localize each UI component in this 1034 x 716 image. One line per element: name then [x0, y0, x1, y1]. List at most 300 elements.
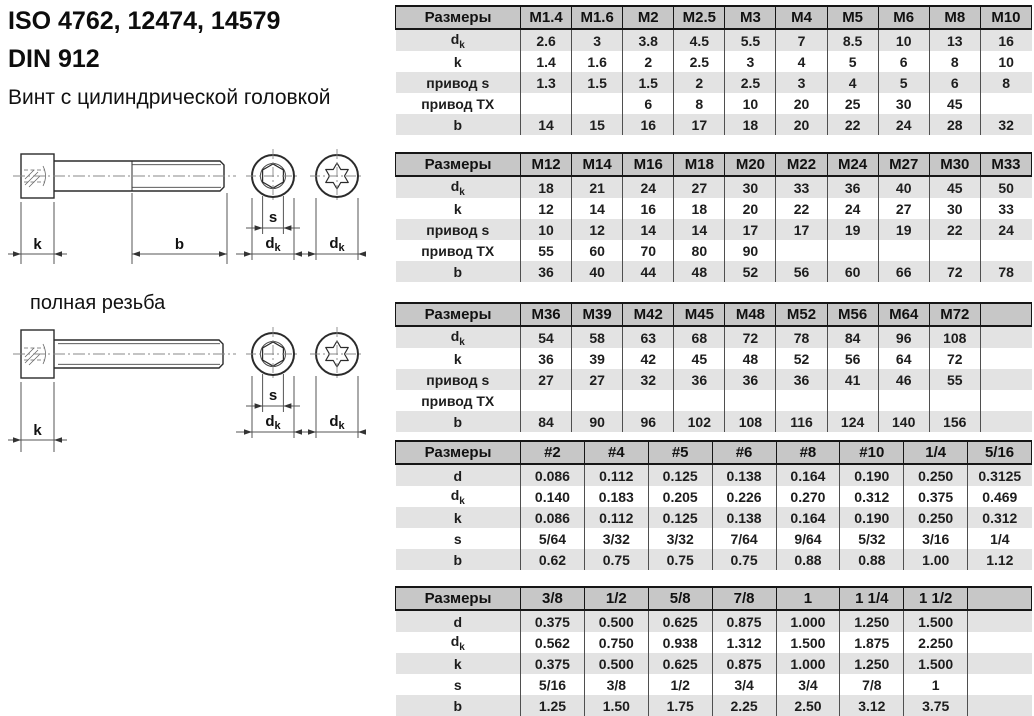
value-cell: 0.875: [712, 610, 776, 632]
table-row: [396, 528, 1032, 549]
table-row: [396, 549, 1032, 570]
value-cell: 4: [827, 72, 878, 93]
value-cell: 78: [776, 326, 827, 348]
value-cell: [776, 240, 827, 261]
value-cell: 0.938: [648, 632, 712, 653]
value-cell: 10: [725, 93, 776, 114]
row-label: [396, 507, 521, 528]
size-header-cell: 1 1/2: [904, 587, 968, 610]
table-row: [396, 632, 1032, 653]
value-cell: 5/64: [521, 528, 585, 549]
value-cell: 3: [725, 51, 776, 72]
table-row: [396, 674, 1032, 695]
value-cell: 1.500: [904, 610, 968, 632]
size-header-cell: 1/2: [584, 587, 648, 610]
value-cell: 0.190: [840, 507, 904, 528]
value-cell: 56: [776, 261, 827, 282]
value-cell: 6: [929, 72, 980, 93]
value-cell: 45: [929, 93, 980, 114]
value-cell: 68: [674, 326, 725, 348]
table-row: [396, 261, 1032, 282]
row-label: [396, 176, 521, 198]
value-cell: 1.250: [840, 653, 904, 674]
value-cell: 21: [572, 176, 623, 198]
row-label: [396, 411, 521, 432]
row-label: [396, 261, 521, 282]
value-cell: [572, 390, 623, 411]
value-cell: 64: [878, 348, 929, 369]
value-cell: 3/32: [584, 528, 648, 549]
value-cell: 54: [521, 326, 572, 348]
row-label-text: d: [453, 467, 463, 484]
row-label: [396, 549, 521, 570]
value-cell: 27: [878, 198, 929, 219]
value-cell: [929, 390, 980, 411]
value-cell: 42: [623, 348, 674, 369]
table-row: [396, 219, 1032, 240]
value-cell: 52: [725, 261, 776, 282]
subtitle: Винт с цилиндрической головкой: [8, 86, 331, 109]
value-cell: 0.164: [776, 507, 840, 528]
value-cell: 45: [674, 348, 725, 369]
value-cell: 1.50: [584, 695, 648, 716]
value-cell: 3/4: [712, 674, 776, 695]
table-header-row: [396, 6, 1032, 29]
table-header-row: [396, 587, 1032, 610]
value-cell: 1.12: [968, 549, 1032, 570]
dim-label-k: k: [33, 236, 42, 253]
sizes-header-cell: Размеры: [396, 587, 521, 610]
value-cell: 0.625: [648, 653, 712, 674]
sizes-header-cell: Размеры: [396, 441, 521, 464]
value-cell: 0.183: [584, 486, 648, 507]
value-cell: 3: [776, 72, 827, 93]
value-cell: 33: [776, 176, 827, 198]
dim-label-dk-torx: $d_k$: [329, 413, 345, 432]
value-cell: 50: [980, 176, 1031, 198]
value-cell: 12: [521, 198, 572, 219]
value-cell: 33: [980, 198, 1031, 219]
row-label: [396, 326, 521, 348]
size-header-cell: M1.6: [572, 6, 623, 29]
value-cell: [827, 390, 878, 411]
value-cell: 102: [674, 411, 725, 432]
value-cell: 18: [521, 176, 572, 198]
value-cell: 156: [929, 411, 980, 432]
row-label-text: b: [453, 551, 463, 568]
size-header-cell: 5/8: [648, 587, 712, 610]
size-header-cell: M36: [521, 303, 572, 326]
table-row: [396, 369, 1032, 390]
dim-label-dk-hex: $d_k$: [265, 413, 281, 432]
value-cell: 3/16: [904, 528, 968, 549]
value-cell: 22: [827, 114, 878, 135]
size-header-cell: M14: [572, 153, 623, 176]
dimensions-table-inch-small: [395, 440, 1032, 570]
size-header-cell: M27: [878, 153, 929, 176]
value-cell: 27: [521, 369, 572, 390]
value-cell: 3/4: [776, 674, 840, 695]
value-cell: 0.190: [840, 464, 904, 486]
row-label-subscript: k: [459, 39, 465, 51]
value-cell: 5: [878, 72, 929, 93]
value-cell: 0.112: [584, 507, 648, 528]
torx-end-view: [310, 149, 364, 203]
dimensions-table-metric-small: [395, 5, 1032, 135]
value-cell: 48: [674, 261, 725, 282]
row-label: [396, 219, 521, 240]
value-cell: 14: [674, 219, 725, 240]
value-cell: 0.138: [712, 507, 776, 528]
row-label-text: s: [453, 530, 462, 547]
value-cell: [572, 93, 623, 114]
value-cell: 14: [623, 219, 674, 240]
value-cell: 0.312: [840, 486, 904, 507]
value-cell: 14: [572, 198, 623, 219]
value-cell: 0.88: [840, 549, 904, 570]
row-label-text: привод TX: [421, 242, 495, 259]
value-cell: 6: [623, 93, 674, 114]
value-cell: 0.138: [712, 464, 776, 486]
row-label: [396, 369, 521, 390]
value-cell: 108: [929, 326, 980, 348]
table-row: [396, 695, 1032, 716]
size-header-cell: M5: [827, 6, 878, 29]
value-cell: 16: [980, 29, 1031, 51]
hidden-socket-detail: [24, 166, 46, 187]
value-cell: 0.375: [521, 653, 585, 674]
dim-label-b: b: [174, 236, 185, 253]
dim-label-dk-torx: $d_k$: [329, 235, 345, 254]
value-cell: [725, 390, 776, 411]
value-cell: 0.250: [904, 464, 968, 486]
sizes-header-cell: Размеры: [396, 303, 521, 326]
value-cell: 2.5: [674, 51, 725, 72]
value-cell: 0.086: [521, 464, 585, 486]
sizes-header-cell: Размеры: [396, 6, 521, 29]
row-label-text: привод TX: [421, 95, 495, 112]
value-cell: [878, 390, 929, 411]
size-header-cell: M72: [929, 303, 980, 326]
row-label: [396, 486, 521, 507]
dimensions-table-inch-large: [395, 586, 1032, 716]
value-cell: 2.5: [725, 72, 776, 93]
value-cell: 4.5: [674, 29, 725, 51]
value-cell: 8: [929, 51, 980, 72]
value-cell: [980, 411, 1031, 432]
value-cell: 1.5: [623, 72, 674, 93]
size-header-cell: 7/8: [712, 587, 776, 610]
size-header-cell: [968, 587, 1032, 610]
value-cell: 52: [776, 348, 827, 369]
screw-drawing-partial-thread: [8, 146, 386, 288]
value-cell: 55: [929, 369, 980, 390]
row-label-subscript: k: [459, 186, 465, 198]
row-label-text: b: [453, 263, 463, 280]
value-cell: 32: [980, 114, 1031, 135]
row-label: [396, 198, 521, 219]
row-label-text: k: [453, 53, 462, 70]
sizes-header-cell: Размеры: [396, 153, 521, 176]
value-cell: 45: [929, 176, 980, 198]
value-cell: 9/64: [776, 528, 840, 549]
value-cell: 36: [521, 348, 572, 369]
table-row: [396, 507, 1032, 528]
table-row: [396, 176, 1032, 198]
value-cell: 3/32: [648, 528, 712, 549]
row-label-text: d: [450, 632, 460, 649]
value-cell: 1.25: [521, 695, 585, 716]
value-cell: 2: [674, 72, 725, 93]
value-cell: 90: [725, 240, 776, 261]
value-cell: 40: [878, 176, 929, 198]
row-label-text: b: [453, 116, 463, 133]
size-header-cell: M42: [623, 303, 674, 326]
size-header-cell: M10: [980, 6, 1031, 29]
value-cell: 3.12: [840, 695, 904, 716]
value-cell: 80: [674, 240, 725, 261]
size-header-cell: 1/4: [904, 441, 968, 464]
value-cell: 20: [776, 114, 827, 135]
value-cell: [968, 695, 1032, 716]
table-row: [396, 51, 1032, 72]
dimension-k: [8, 202, 67, 264]
value-cell: 0.62: [521, 549, 585, 570]
value-cell: 10: [878, 29, 929, 51]
value-cell: [968, 610, 1032, 632]
value-cell: 20: [776, 93, 827, 114]
table-row: [396, 93, 1032, 114]
value-cell: 3/8: [584, 674, 648, 695]
value-cell: 1.250: [840, 610, 904, 632]
dim-label-s: s: [268, 209, 278, 226]
row-label: [396, 29, 521, 51]
value-cell: 140: [878, 411, 929, 432]
dimensions-table-metric-medium: [395, 152, 1032, 282]
hex-socket-end-view: [246, 149, 300, 203]
value-cell: 1.875: [840, 632, 904, 653]
value-cell: 70: [623, 240, 674, 261]
value-cell: 5: [827, 51, 878, 72]
row-label: [396, 464, 521, 486]
value-cell: 96: [878, 326, 929, 348]
value-cell: 1/4: [968, 528, 1032, 549]
value-cell: 0.75: [648, 549, 712, 570]
size-header-cell: M64: [878, 303, 929, 326]
size-header-cell: M33: [980, 153, 1031, 176]
row-label: [396, 240, 521, 261]
value-cell: 12: [572, 219, 623, 240]
value-cell: [980, 326, 1031, 348]
table-row: [396, 198, 1032, 219]
row-label: [396, 51, 521, 72]
size-header-cell: [980, 303, 1031, 326]
dimensions-table-metric-large: [395, 302, 1032, 432]
value-cell: 7/8: [840, 674, 904, 695]
torx-end-view: [310, 327, 364, 381]
value-cell: 0.312: [968, 507, 1032, 528]
row-label-text: привод s: [426, 221, 490, 238]
value-cell: 108: [725, 411, 776, 432]
row-label: [396, 93, 521, 114]
table-row: [396, 411, 1032, 432]
table-row: [396, 464, 1032, 486]
row-label-subscript: k: [459, 495, 465, 507]
value-cell: [878, 240, 929, 261]
row-label: [396, 695, 521, 716]
value-cell: 8: [674, 93, 725, 114]
table-row: [396, 29, 1032, 51]
row-label-text: привод TX: [421, 392, 495, 409]
value-cell: [980, 348, 1031, 369]
size-header-cell: #5: [648, 441, 712, 464]
value-cell: 16: [623, 198, 674, 219]
value-cell: 24: [623, 176, 674, 198]
value-cell: 15: [572, 114, 623, 135]
value-cell: 19: [827, 219, 878, 240]
value-cell: 0.226: [712, 486, 776, 507]
value-cell: [980, 390, 1031, 411]
value-cell: 1/2: [648, 674, 712, 695]
value-cell: 4: [776, 51, 827, 72]
title-din-number: DIN 912: [8, 45, 100, 73]
value-cell: 0.88: [776, 549, 840, 570]
title-iso-numbers: ISO 4762, 12474, 14579: [8, 7, 281, 35]
size-header-cell: M39: [572, 303, 623, 326]
value-cell: 0.75: [584, 549, 648, 570]
value-cell: [980, 93, 1031, 114]
size-header-cell: M8: [929, 6, 980, 29]
value-cell: [776, 390, 827, 411]
value-cell: 18: [674, 198, 725, 219]
row-label-text: d: [450, 327, 460, 344]
row-label-text: k: [453, 655, 462, 672]
value-cell: 5/16: [521, 674, 585, 695]
value-cell: 40: [572, 261, 623, 282]
value-cell: [968, 653, 1032, 674]
table-row: [396, 72, 1032, 93]
dim-label-dk-hex: $d_k$: [265, 235, 281, 254]
table-row: [396, 114, 1032, 135]
value-cell: 1.75: [648, 695, 712, 716]
dim-label-s: s: [268, 387, 278, 404]
size-header-cell: 5/16: [968, 441, 1032, 464]
value-cell: 5/32: [840, 528, 904, 549]
row-label-text: k: [453, 200, 462, 217]
value-cell: 2.250: [904, 632, 968, 653]
row-label-text: k: [453, 350, 462, 367]
table-header-row: [396, 303, 1032, 326]
value-cell: 84: [827, 326, 878, 348]
row-label-text: d: [450, 30, 460, 47]
row-label-text: d: [453, 613, 463, 630]
row-label: [396, 674, 521, 695]
value-cell: 30: [725, 176, 776, 198]
value-cell: 24: [980, 219, 1031, 240]
value-cell: 10: [521, 219, 572, 240]
table-row: [396, 486, 1032, 507]
value-cell: 1.500: [776, 632, 840, 653]
value-cell: 5.5: [725, 29, 776, 51]
value-cell: 0.3125: [968, 464, 1032, 486]
value-cell: [827, 240, 878, 261]
value-cell: 1.4: [521, 51, 572, 72]
row-label-text: b: [453, 697, 463, 714]
value-cell: 41: [827, 369, 878, 390]
value-cell: 39: [572, 348, 623, 369]
table-row: [396, 348, 1032, 369]
value-cell: 63: [623, 326, 674, 348]
value-cell: 58: [572, 326, 623, 348]
value-cell: 1.3: [521, 72, 572, 93]
value-cell: [968, 632, 1032, 653]
value-cell: 66: [878, 261, 929, 282]
value-cell: 36: [674, 369, 725, 390]
value-cell: 17: [674, 114, 725, 135]
value-cell: 6: [878, 51, 929, 72]
value-cell: 7: [776, 29, 827, 51]
row-label: [396, 653, 521, 674]
value-cell: 44: [623, 261, 674, 282]
size-header-cell: M1.4: [521, 6, 572, 29]
table-header-row: [396, 153, 1032, 176]
size-header-cell: M6: [878, 6, 929, 29]
value-cell: 72: [725, 326, 776, 348]
size-header-cell: M2.5: [674, 6, 725, 29]
hidden-socket-detail: [24, 344, 46, 365]
row-label-text: k: [453, 509, 462, 526]
value-cell: 14: [521, 114, 572, 135]
value-cell: 55: [521, 240, 572, 261]
value-cell: 7/64: [712, 528, 776, 549]
value-cell: 27: [572, 369, 623, 390]
value-cell: 1.000: [776, 653, 840, 674]
value-cell: 0.086: [521, 507, 585, 528]
value-cell: 0.125: [648, 464, 712, 486]
size-header-cell: #8: [776, 441, 840, 464]
value-cell: 46: [878, 369, 929, 390]
hex-socket-end-view: [246, 327, 300, 381]
size-header-cell: M48: [725, 303, 776, 326]
size-header-cell: M18: [674, 153, 725, 176]
value-cell: 22: [929, 219, 980, 240]
value-cell: 36: [827, 176, 878, 198]
row-label: [396, 114, 521, 135]
value-cell: 24: [878, 114, 929, 135]
value-cell: 78: [980, 261, 1031, 282]
value-cell: 0.140: [521, 486, 585, 507]
value-cell: 2: [623, 51, 674, 72]
value-cell: 0.469: [968, 486, 1032, 507]
row-label: [396, 528, 521, 549]
value-cell: 0.562: [521, 632, 585, 653]
value-cell: 0.75: [712, 549, 776, 570]
row-label-text: s: [453, 676, 462, 693]
value-cell: 1: [904, 674, 968, 695]
value-cell: 8.5: [827, 29, 878, 51]
dimension-b: [132, 193, 227, 264]
value-cell: [980, 369, 1031, 390]
value-cell: 1.6: [572, 51, 623, 72]
value-cell: 0.750: [584, 632, 648, 653]
size-header-cell: 1: [776, 587, 840, 610]
size-header-cell: #4: [584, 441, 648, 464]
value-cell: 0.125: [648, 507, 712, 528]
row-label: [396, 632, 521, 653]
value-cell: 0.875: [712, 653, 776, 674]
size-header-cell: M2: [623, 6, 674, 29]
value-cell: 2.6: [521, 29, 572, 51]
